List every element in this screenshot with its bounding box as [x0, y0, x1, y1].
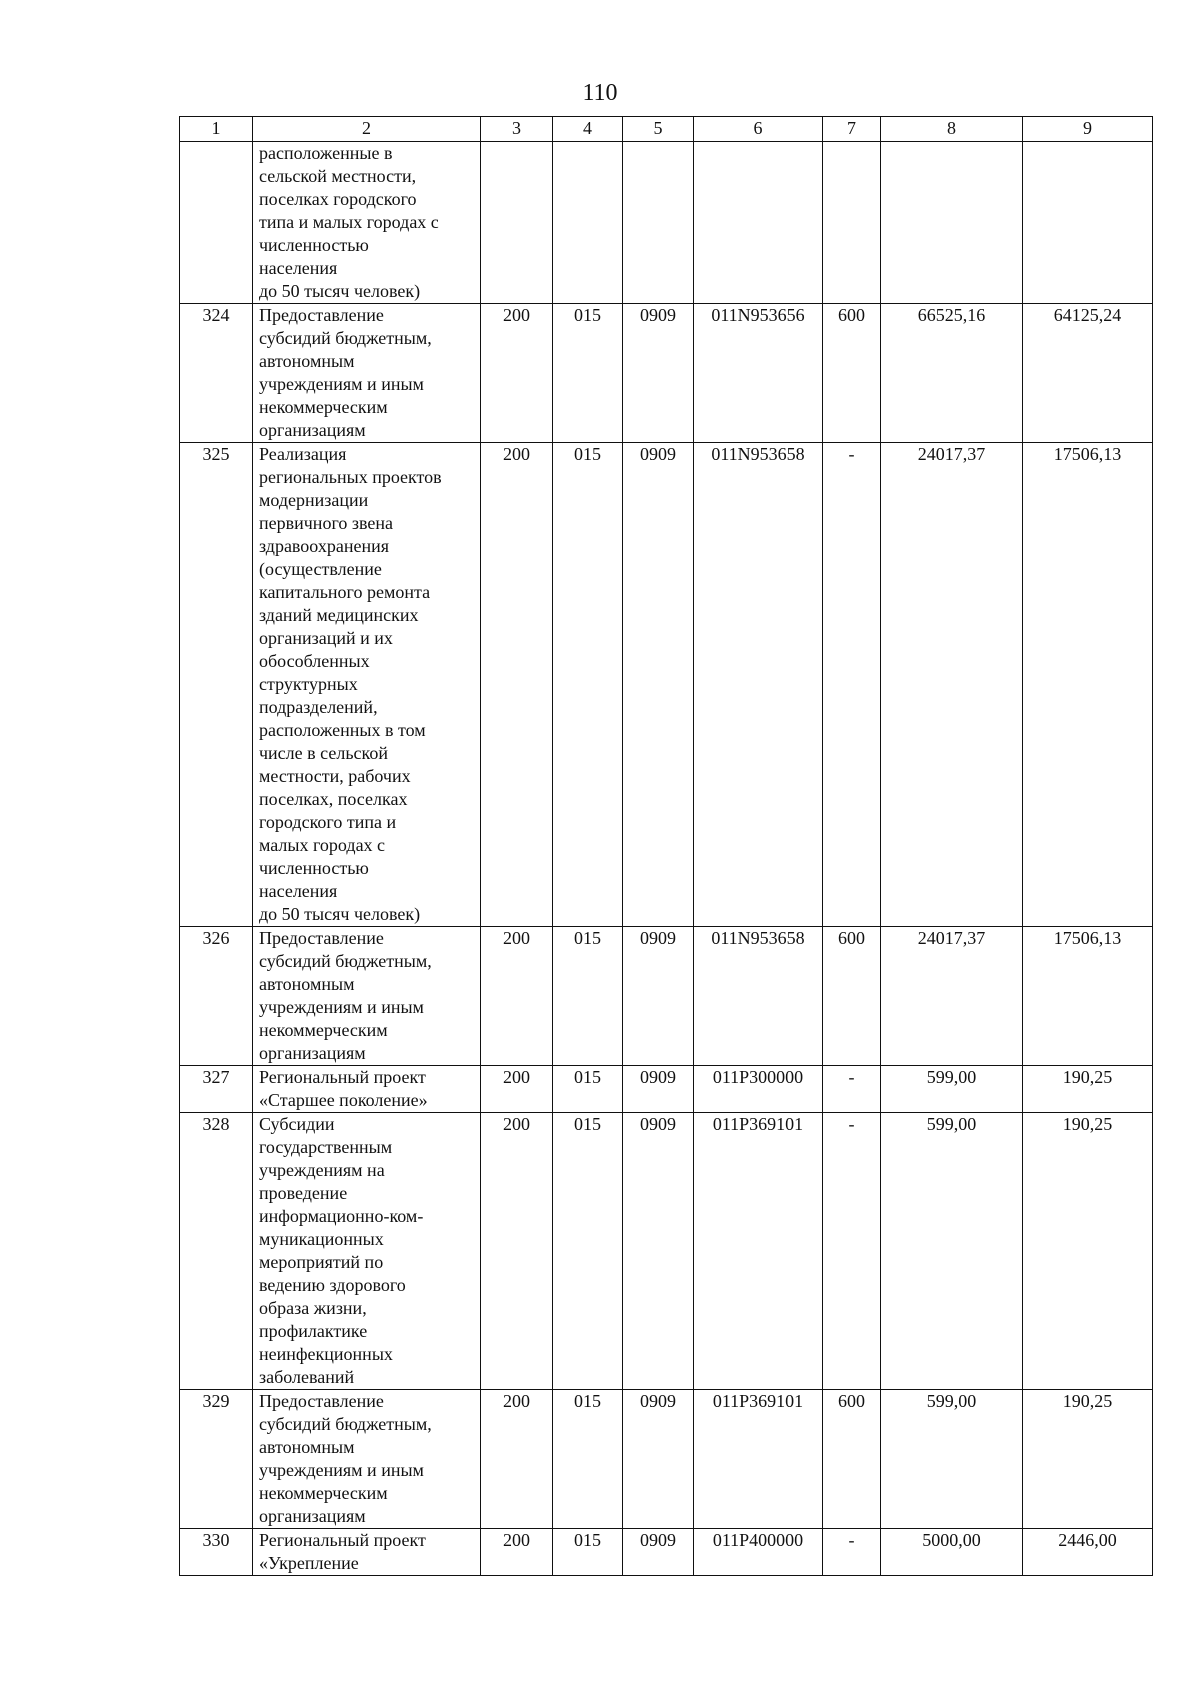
row-col3-cell: 200	[481, 927, 553, 1066]
row-number-cell: 330	[180, 1529, 253, 1576]
row-col3-cell: 200	[481, 1066, 553, 1113]
row-col9-cell	[1023, 142, 1153, 304]
row-col5-cell: 0909	[623, 1390, 694, 1529]
row-name-line: учреждениям и иным	[259, 997, 424, 1017]
row-col4-cell: 015	[553, 1390, 623, 1529]
row-number-cell: 328	[180, 1113, 253, 1390]
row-number-cell	[180, 142, 253, 304]
table-body	[180, 142, 1153, 1576]
row-col5-cell: 0909	[623, 1113, 694, 1390]
row-name-line: неинфекционных	[259, 1344, 393, 1364]
row-col8-cell	[881, 142, 1023, 304]
row-name-line: первичного звена	[259, 513, 393, 533]
row-col7-cell: 600	[823, 1390, 881, 1529]
table-row	[180, 1529, 1153, 1576]
row-name-line: образа жизни,	[259, 1298, 367, 1318]
row-name-line: населения	[259, 881, 338, 901]
table-row	[180, 443, 1153, 927]
row-name-line: проведение	[259, 1183, 348, 1203]
row-col4-cell: 015	[553, 443, 623, 927]
row-col4-cell: 015	[553, 1529, 623, 1576]
row-name-line: численностью	[259, 235, 369, 255]
header-col-3: 3	[481, 117, 553, 142]
row-col6-cell: 011P369101	[694, 1113, 823, 1390]
row-name-line: учреждениям на	[259, 1160, 385, 1180]
row-col6-cell: 011N953658	[694, 443, 823, 927]
row-name-line: Реализация	[259, 444, 347, 464]
row-col3-cell	[481, 142, 553, 304]
row-col3-cell: 200	[481, 443, 553, 927]
row-number-cell: 329	[180, 1390, 253, 1529]
header-col-4: 4	[553, 117, 623, 142]
row-col7-cell: -	[823, 1529, 881, 1576]
header-col-9: 9	[1023, 117, 1153, 142]
row-name-line: некоммерческим	[259, 1020, 388, 1040]
row-col9-cell: 17506,13	[1023, 443, 1153, 927]
row-name-line: городского типа и	[259, 812, 397, 832]
row-col7-cell: 600	[823, 927, 881, 1066]
row-name-line: информационно-ком-	[259, 1206, 424, 1226]
row-name-line: числе в сельской	[259, 743, 388, 763]
header-row	[180, 117, 1153, 142]
row-col3-cell: 200	[481, 304, 553, 443]
row-col5-cell	[623, 142, 694, 304]
row-name-line: местности, рабочих	[259, 766, 411, 786]
row-col8-cell: 599,00	[881, 1113, 1023, 1390]
row-name-line: модернизации	[259, 490, 369, 510]
row-name-line: до 50 тысяч человек)	[259, 281, 421, 301]
row-col5-cell: 0909	[623, 304, 694, 443]
row-name-line: Предоставление	[259, 928, 384, 948]
row-col6-cell: 011P300000	[694, 1066, 823, 1113]
row-col8-cell: 599,00	[881, 1066, 1023, 1113]
row-col7-cell: -	[823, 1066, 881, 1113]
row-col5-cell: 0909	[623, 443, 694, 927]
row-name-line: организациям	[259, 1043, 366, 1063]
row-col8-cell: 599,00	[881, 1390, 1023, 1529]
row-name-line: расположенные в	[259, 143, 393, 163]
row-col9-cell: 190,25	[1023, 1066, 1153, 1113]
row-name-line: малых городах с	[259, 835, 386, 855]
row-col8-cell: 24017,37	[881, 443, 1023, 927]
table-header	[180, 117, 1153, 142]
row-col3-cell: 200	[481, 1529, 553, 1576]
table-row	[180, 1066, 1153, 1113]
row-col5-cell: 0909	[623, 927, 694, 1066]
row-name-cell	[253, 443, 481, 927]
row-name-line: поселках, поселках	[259, 789, 408, 809]
row-col9-cell: 2446,00	[1023, 1529, 1153, 1576]
row-name-line: автономным	[259, 1437, 355, 1457]
row-col6-cell	[694, 142, 823, 304]
row-col5-cell: 0909	[623, 1066, 694, 1113]
table-row	[180, 1113, 1153, 1390]
row-col4-cell: 015	[553, 1066, 623, 1113]
row-name-line: некоммерческим	[259, 1483, 388, 1503]
row-name-line: Предоставление	[259, 305, 384, 325]
row-name-cell	[253, 1113, 481, 1390]
table-row	[180, 927, 1153, 1066]
row-col8-cell: 5000,00	[881, 1529, 1023, 1576]
row-col9-cell: 190,25	[1023, 1390, 1153, 1529]
row-name-line: субсидий бюджетным,	[259, 1414, 432, 1434]
row-name-line: здравоохранения	[259, 536, 390, 556]
header-col-8: 8	[881, 117, 1023, 142]
row-col9-cell: 64125,24	[1023, 304, 1153, 443]
budget-table	[179, 116, 1153, 1576]
row-name-line: сельской местности,	[259, 166, 417, 186]
row-name-line: Региональный проект	[259, 1530, 426, 1550]
row-name-line: Субсидии	[259, 1114, 335, 1134]
header-col-5: 5	[623, 117, 694, 142]
row-name-line: типа и малых городах с	[259, 212, 439, 232]
row-name-cell	[253, 304, 481, 443]
row-col4-cell: 015	[553, 304, 623, 443]
row-name-line: капитального ремонта	[259, 582, 431, 602]
row-col4-cell	[553, 142, 623, 304]
table-row	[180, 142, 1153, 304]
row-name-line: субсидий бюджетным,	[259, 951, 432, 971]
row-col6-cell: 011P369101	[694, 1390, 823, 1529]
row-name-line: мероприятий по	[259, 1252, 384, 1272]
row-col8-cell: 24017,37	[881, 927, 1023, 1066]
row-name-line: учреждениям и иным	[259, 374, 424, 394]
row-name-line: муникационных	[259, 1229, 384, 1249]
row-name-cell	[253, 142, 481, 304]
row-name-line: численностью	[259, 858, 369, 878]
row-name-line: подразделений,	[259, 697, 378, 717]
row-name-line: до 50 тысяч человек)	[259, 904, 421, 924]
row-name-line: обособленных	[259, 651, 370, 671]
row-number-cell: 326	[180, 927, 253, 1066]
row-number-cell: 325	[180, 443, 253, 927]
row-col7-cell	[823, 142, 881, 304]
row-col4-cell: 015	[553, 927, 623, 1066]
row-name-cell	[253, 927, 481, 1066]
row-name-line: Региональный проект	[259, 1067, 426, 1087]
row-col9-cell: 190,25	[1023, 1113, 1153, 1390]
header-col-2: 2	[253, 117, 481, 142]
row-name-line: структурных	[259, 674, 358, 694]
row-col3-cell: 200	[481, 1113, 553, 1390]
header-col-1: 1	[180, 117, 253, 142]
row-name-line: заболеваний	[259, 1367, 355, 1387]
row-name-line: автономным	[259, 351, 355, 371]
header-col-6: 6	[694, 117, 823, 142]
row-name-line: Предоставление	[259, 1391, 384, 1411]
row-name-line: организаций и их	[259, 628, 393, 648]
row-name-line: государственным	[259, 1137, 393, 1157]
row-name-line: поселках городского	[259, 189, 417, 209]
row-col6-cell: 011N953658	[694, 927, 823, 1066]
row-name-line: зданий медицинских	[259, 605, 419, 625]
row-col5-cell: 0909	[623, 1529, 694, 1576]
page-number: 110	[582, 80, 618, 106]
row-col6-cell: 011P400000	[694, 1529, 823, 1576]
row-col4-cell: 015	[553, 1113, 623, 1390]
row-name-line: субсидий бюджетным,	[259, 328, 432, 348]
row-name-line: (осуществление	[259, 559, 382, 579]
row-col7-cell: -	[823, 1113, 881, 1390]
row-col9-cell: 17506,13	[1023, 927, 1153, 1066]
row-name-line: учреждениям и иным	[259, 1460, 424, 1480]
row-name-cell	[253, 1529, 481, 1576]
row-number-cell: 324	[180, 304, 253, 443]
header-col-7: 7	[823, 117, 881, 142]
row-name-line: «Укрепление	[259, 1553, 359, 1573]
table-row	[180, 304, 1153, 443]
row-col3-cell: 200	[481, 1390, 553, 1529]
row-number-cell: 327	[180, 1066, 253, 1113]
row-name-line: профилактике	[259, 1321, 368, 1341]
row-name-cell	[253, 1066, 481, 1113]
row-col6-cell: 011N953656	[694, 304, 823, 443]
row-name-line: региональных проектов	[259, 467, 442, 487]
row-name-line: расположенных в том	[259, 720, 426, 740]
row-name-line: некоммерческим	[259, 397, 388, 417]
row-name-line: автономным	[259, 974, 355, 994]
row-name-line: населения	[259, 258, 338, 278]
row-name-line: организациям	[259, 420, 366, 440]
row-col8-cell: 66525,16	[881, 304, 1023, 443]
row-name-line: организациям	[259, 1506, 366, 1526]
row-col7-cell: -	[823, 443, 881, 927]
row-name-cell	[253, 1390, 481, 1529]
row-name-line: «Старшее поколение»	[259, 1090, 428, 1110]
row-col7-cell: 600	[823, 304, 881, 443]
row-name-line: ведению здорового	[259, 1275, 406, 1295]
table-row	[180, 1390, 1153, 1529]
